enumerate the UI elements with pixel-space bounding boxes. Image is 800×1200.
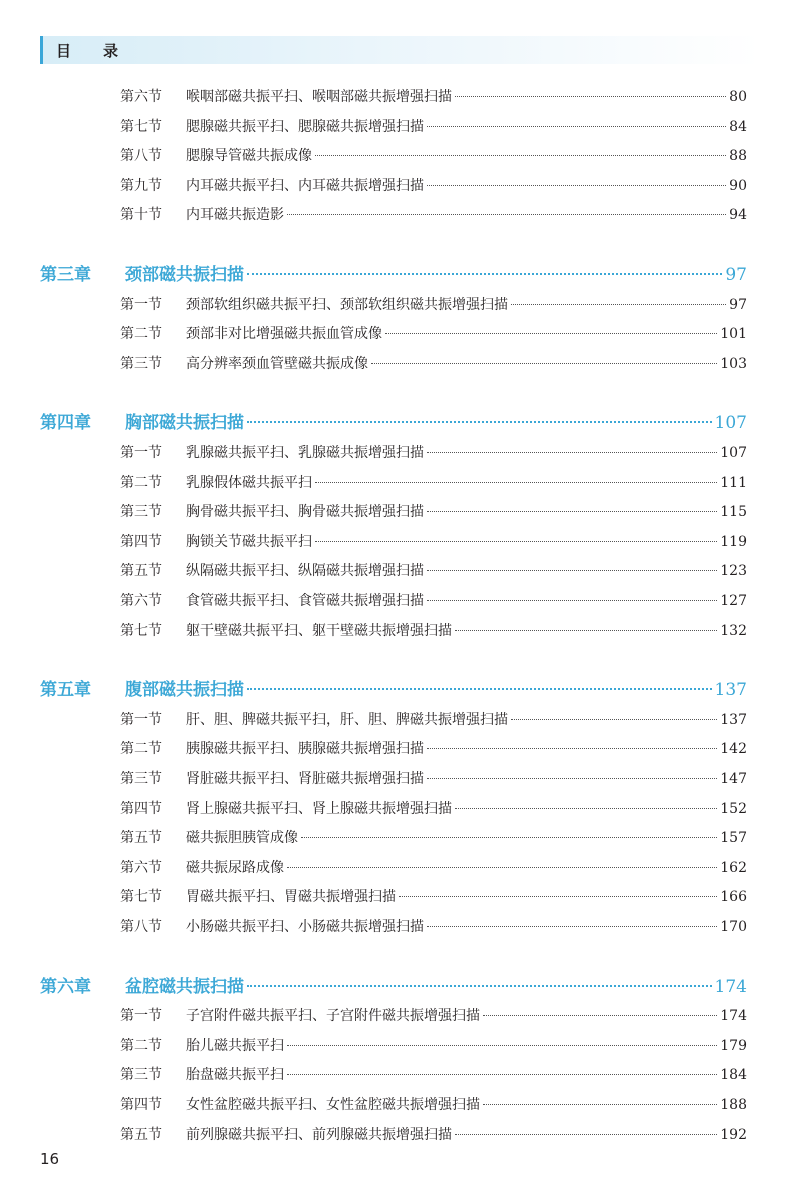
- section-title: 腮腺磁共振平扫、腮腺磁共振增强扫描: [186, 118, 424, 135]
- section-entry: [120, 323, 747, 343]
- dot-leader: [287, 1074, 717, 1075]
- dot-leader: [427, 452, 717, 453]
- section-entry: [120, 531, 747, 551]
- section-number: 第一节: [120, 296, 162, 313]
- section-number: 第一节: [120, 1008, 162, 1025]
- section-number: 第七节: [120, 622, 162, 639]
- section-title: 颈部软组织磁共振平扫、颈部软组织磁共振增强扫描: [186, 296, 508, 313]
- dot-leader: [385, 333, 717, 334]
- dot-leader: [301, 837, 717, 838]
- section-number: 第二节: [120, 326, 162, 343]
- section-number: 第三节: [120, 504, 162, 521]
- dot-leader: [483, 1104, 717, 1105]
- dot-leader: [427, 926, 717, 927]
- section-title: 肝、胆、脾磁共振平扫，肝、胆、脾磁共振增强扫描: [186, 711, 508, 728]
- section-number: 第五节: [120, 830, 162, 847]
- section-entry: [120, 1035, 747, 1055]
- dot-leader: [371, 363, 717, 364]
- page-ref: 174: [720, 1008, 747, 1025]
- section-title: 小肠磁共振平扫、小肠磁共振增强扫描: [186, 919, 424, 935]
- dot-leader: [455, 1134, 717, 1135]
- section-number: 第二节: [120, 1037, 162, 1054]
- page-ref: 174: [714, 976, 747, 997]
- page-ref: 184: [720, 1067, 747, 1084]
- page-ref: 103: [720, 355, 747, 372]
- section-number: 第六节: [120, 89, 162, 105]
- section-title: 纵隔磁共振平扫、纵隔磁共振增强扫描: [186, 563, 424, 580]
- section-entry: [120, 590, 747, 610]
- page-ref: 179: [720, 1037, 747, 1054]
- page-ref: 94: [729, 207, 747, 224]
- dot-leader: [455, 96, 726, 97]
- dot-leader: [247, 688, 712, 690]
- section-entry: [120, 1064, 747, 1084]
- page-ref: 80: [729, 89, 747, 105]
- page-ref: 101: [720, 326, 747, 343]
- chapter-title: 腹部磁共振扫描: [125, 680, 244, 701]
- section-title: 喉咽部磁共振平扫、喉咽部磁共振增强扫描: [186, 89, 452, 105]
- section-number: 第八节: [120, 148, 162, 165]
- dot-leader: [247, 421, 712, 423]
- section-entry: [120, 1005, 747, 1025]
- page-ref: 152: [720, 800, 747, 817]
- chapter-entry: [40, 408, 747, 432]
- chapter-number: 第三章: [40, 265, 91, 285]
- dot-leader: [315, 482, 717, 483]
- page-ref: 147: [720, 771, 747, 787]
- page-ref: 142: [720, 741, 747, 758]
- section-title: 肾上腺磁共振平扫、肾上腺磁共振增强扫描: [186, 800, 452, 817]
- chapter-number: 第四章: [40, 413, 91, 434]
- dot-leader: [427, 511, 717, 512]
- dot-leader: [399, 896, 717, 897]
- page-ref: 84: [729, 118, 747, 135]
- section-title: 女性盆腔磁共振平扫、女性盆腔磁共振增强扫描: [186, 1097, 480, 1113]
- section-title: 磁共振胆胰管成像: [186, 830, 298, 847]
- dot-leader: [511, 304, 726, 305]
- dot-leader: [427, 778, 717, 779]
- section-title: 颈部非对比增强磁共振血管成像: [186, 326, 382, 343]
- section-title: 胃磁共振平扫、胃磁共振增强扫描: [186, 889, 396, 906]
- section-number: 第二节: [120, 741, 162, 758]
- dot-leader: [247, 273, 722, 275]
- section-title: 磁共振尿路成像: [186, 859, 284, 876]
- page-ref: 188: [720, 1097, 747, 1113]
- dot-leader: [483, 1015, 717, 1016]
- section-title: 子宫附件磁共振平扫、子宫附件磁共振增强扫描: [186, 1008, 480, 1025]
- dot-leader: [315, 541, 717, 542]
- page-ref: 166: [720, 889, 747, 906]
- section-entry: [120, 116, 747, 136]
- page-ref: 107: [720, 445, 747, 461]
- section-title: 内耳磁共振平扫、内耳磁共振增强扫描: [186, 177, 424, 194]
- page-ref: 107: [714, 413, 747, 434]
- dot-leader: [427, 185, 726, 186]
- dot-leader: [427, 748, 717, 749]
- section-number: 第三节: [120, 355, 162, 372]
- section-number: 第三节: [120, 771, 162, 787]
- dot-leader: [287, 214, 726, 215]
- section-number: 第四节: [120, 800, 162, 817]
- page-ref: 132: [720, 622, 747, 639]
- page-ref: 162: [720, 859, 747, 876]
- section-title: 内耳磁共振造影: [186, 207, 284, 224]
- section-number: 第五节: [120, 1126, 162, 1143]
- section-title: 高分辨率颈血管壁磁共振成像: [186, 355, 368, 372]
- section-entry: [120, 1124, 747, 1144]
- section-entry: [120, 442, 747, 462]
- page-ref: 192: [720, 1126, 747, 1143]
- section-title: 胎盘磁共振平扫: [186, 1067, 284, 1084]
- section-entry: [120, 204, 747, 224]
- section-entry: [120, 709, 747, 729]
- chapter-title: 胸部磁共振扫描: [125, 413, 244, 434]
- dot-leader: [511, 719, 717, 720]
- section-title: 胸骨磁共振平扫、胸骨磁共振增强扫描: [186, 504, 424, 521]
- page-number: 16: [40, 1150, 60, 1168]
- section-title: 食管磁共振平扫、食管磁共振增强扫描: [186, 593, 424, 609]
- section-entry: [120, 145, 747, 165]
- section-title: 胎儿磁共振平扫: [186, 1037, 284, 1054]
- dot-leader: [455, 630, 717, 631]
- dot-leader: [287, 867, 717, 868]
- page-ref: 157: [720, 830, 747, 847]
- page-ref: 123: [720, 563, 747, 580]
- section-number: 第九节: [120, 177, 162, 194]
- section-number: 第三节: [120, 1067, 162, 1084]
- section-number: 第八节: [120, 919, 162, 935]
- header-title: 目录: [56, 42, 151, 60]
- dot-leader: [427, 570, 717, 571]
- chapter-entry: [40, 260, 747, 284]
- section-number: 第五节: [120, 563, 162, 580]
- chapter-entry: [40, 972, 747, 996]
- page-ref: 88: [729, 148, 747, 165]
- chapter-title: 盆腔磁共振扫描: [125, 976, 244, 997]
- section-entry: [120, 86, 747, 106]
- page-ref: 111: [720, 474, 747, 491]
- section-entry: [120, 738, 747, 758]
- section-title: 乳腺假体磁共振平扫: [186, 474, 312, 491]
- section-entry: [120, 798, 747, 818]
- dot-leader: [427, 126, 726, 127]
- page-ref: 127: [720, 593, 747, 609]
- page-ref: 137: [720, 711, 747, 728]
- page-ref: 90: [729, 177, 747, 194]
- section-title: 胰腺磁共振平扫、胰腺磁共振增强扫描: [186, 741, 424, 758]
- chapter-entry: [40, 675, 747, 699]
- section-entry: [120, 1094, 747, 1114]
- chapter-title: 颈部磁共振扫描: [125, 265, 244, 285]
- section-entry: [120, 501, 747, 521]
- section-number: 第一节: [120, 445, 162, 461]
- section-number: 第七节: [120, 889, 162, 906]
- section-title: 前列腺磁共振平扫、前列腺磁共振增强扫描: [186, 1126, 452, 1143]
- section-entry: [120, 294, 747, 314]
- section-number: 第六节: [120, 593, 162, 609]
- section-number: 第一节: [120, 711, 162, 728]
- section-title: 胸锁关节磁共振平扫: [186, 533, 312, 550]
- section-number: 第六节: [120, 859, 162, 876]
- section-number: 第二节: [120, 474, 162, 491]
- section-title: 肾脏磁共振平扫、肾脏磁共振增强扫描: [186, 771, 424, 787]
- dot-leader: [247, 985, 712, 987]
- section-number: 第四节: [120, 1097, 162, 1113]
- page-ref: 97: [725, 265, 747, 285]
- page-ref: 119: [720, 533, 747, 550]
- chapter-number: 第五章: [40, 680, 91, 701]
- dot-leader: [427, 600, 717, 601]
- page-ref: 170: [720, 919, 747, 935]
- page-ref: 115: [720, 504, 747, 521]
- section-number: 第十节: [120, 207, 162, 224]
- section-entry: [120, 560, 747, 580]
- section-title: 腮腺导管磁共振成像: [186, 148, 312, 165]
- dot-leader: [315, 155, 726, 156]
- page-ref: 97: [729, 296, 747, 313]
- section-entry: [120, 916, 747, 936]
- section-entry: [120, 857, 747, 877]
- section-number: 第七节: [120, 118, 162, 135]
- dot-leader: [287, 1045, 717, 1046]
- section-entry: [120, 175, 747, 195]
- section-entry: [120, 620, 747, 640]
- section-entry: [120, 353, 747, 373]
- chapter-number: 第六章: [40, 976, 91, 997]
- section-title: 乳腺磁共振平扫、乳腺磁共振增强扫描: [186, 445, 424, 461]
- section-number: 第四节: [120, 533, 162, 550]
- dot-leader: [455, 808, 717, 809]
- section-entry: [120, 768, 747, 788]
- section-entry: [120, 886, 747, 906]
- page-ref: 137: [714, 680, 747, 701]
- section-title: 躯干壁磁共振平扫、躯干壁磁共振增强扫描: [186, 622, 452, 639]
- section-entry: [120, 472, 747, 492]
- section-entry: [120, 827, 747, 847]
